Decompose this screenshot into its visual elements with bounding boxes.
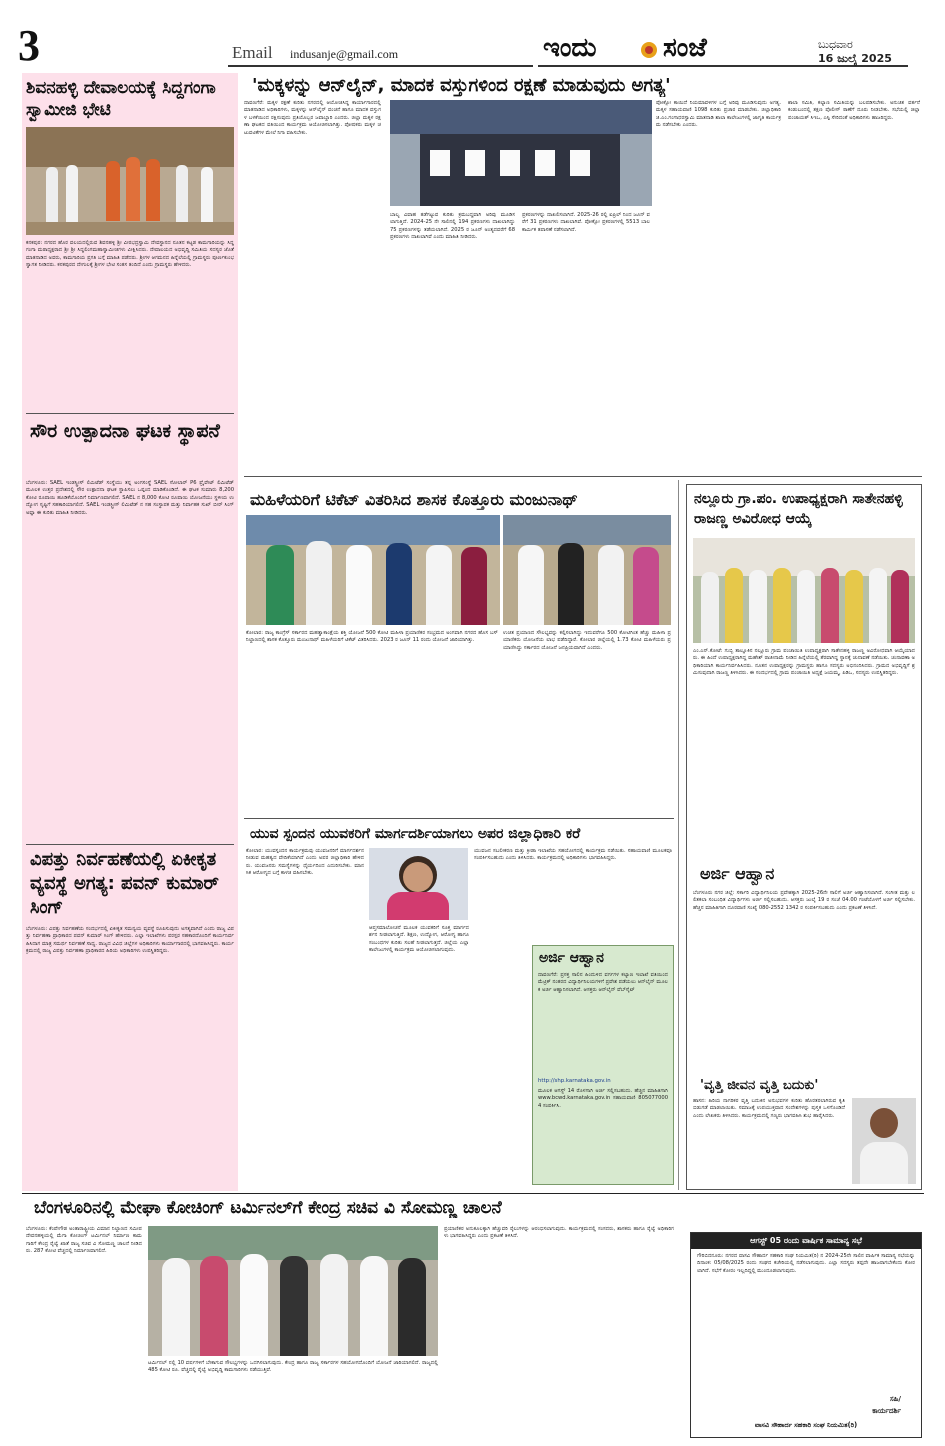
nallur-body: ಎಂ.ಎನ್.ಕೋಟೆ: ಗುಬ್ಬಿ ತಾಲ್ಲೂಕಿನ ನಲ್ಲೂರು ಗ್ರಾಮ ಪಂಚಾಯಿತಿ ಉಪಾಧ್ಯಕ್ಷರಾಗಿ ಸಾತೇನಹಳ್ಳಿ ರಾಜಣ್ಣ ಅವಿರೋಧವಾಗಿ ಆಯ್ಕೆಯಾದರು. ಈ ಹಿಂದೆ ಉಪಾಧ್ಯಕ್ಷರಾಗಿದ್ದ ಮಹೇಶ್ ರಾಜೀನಾಮೆ ನೀಡಿದ ಹಿನ್ನೆಲೆಯಲ್ಲಿ ತೆರವಾಗಿದ್ದ ಸ್ಥಾನಕ್ಕೆ ಚುನಾವಣೆ ನಡೆಯಿತು. ಚುನಾವಣಾ ಅಧಿಕಾರಿಯಾಗಿ ಕಾರ್ಯನಿರ್ವಹಿಸಿದರು. ನೂತನ ಉಪಾಧ್ಯಕ್ಷರನ್ನು ಗ್ರಾಮಸ್ಥರು ಹಾಗೂ ಸದಸ್ಯರು ಅಭಿನಂದಿಸಿದರು. ಗ್ರಾಮದ ಅಭಿವೃದ್ಧಿಗೆ ಶ್ರಮಿಸುವುದಾಗಿ ರಾಜಣ್ಣ ತಿಳಿಸಿದರು. ಈ ಸಂದರ್ಭದಲ್ಲಿ ಗ್ರಾಮ ಪಂಚಾಯಿತಿ ಅಧ್ಯಕ್ಷೆ ಜಯಮ್ಮ, ಪಿಡಿಒ, ಸದಸ್ಯರು ಉಪಸ್ಥಿತರಿದ್ದರು.: [693, 648, 915, 677]
tickets-distribution-photo: [503, 515, 671, 625]
nallur-felicitation-photo: [693, 538, 915, 643]
tickets-col1: ಕೋಲಾರ: ರಾಜ್ಯ ಕಾಂಗ್ರೆಸ್ ಸರ್ಕಾರದ ಮಹತ್ವಾಕಾಂಕ್ಷೆಯ ಶಕ್ತಿ ಯೋಜನೆ 500 ಕೋಟಿ ಮಹಿಳಾ ಪ್ರಯಾಣಿಕರ ಸಂಭ್ರಮದ ಅಂಗವಾಗಿ ನಗರದ ಹೊಸ ಬಸ್ ನಿಲ್ದಾಣದಲ್ಲಿ ಶಾಸಕ ಕೊತ್ತೂರು ಮಂಜುನಾಥ್ ಮಹಿಳೆಯರಿಗೆ ಟಿಕೆಟ್ ವಿತರಿಸಿದರು. 2023 ರ ಜೂನ್ 11 ರಂದು ಯೋಜನೆ ಜಾರಿಯಾಗಿತ್ತು.: [246, 630, 498, 644]
author-portrait-photo: [852, 1098, 916, 1184]
youth-col1: ಕೋಲಾರ: ಯುವಸ್ಪಂದನ ಕಾರ್ಯಕ್ರಮವು ಯುವಜನರಿಗೆ ಮಾರ್ಗದರ್ಶನ ನೀಡುವ ಮಹತ್ವದ ವೇದಿಕೆಯಾಗಿದೆ ಎಂದು ಅಪರ ಜಿಲ್ಲಾಧಿಕಾರಿ ಹೇಳಿದರು. ಯುವಜನರು ಸಮಸ್ಯೆಗಳನ್ನು ಧೈರ್ಯದಿಂದ ಎದುರಿಸಬೇಕು. ಮಾನಸಿಕ ಆರೋಗ್ಯದ ಬಗ್ಗೆ ಕಾಳಜಿ ವಹಿಸಬೇಕು.: [246, 848, 364, 877]
official-portrait-photo: [369, 848, 468, 920]
tickets-headline: ಮಹಿಳೆಯರಿಗೆ ಟಿಕೆಟ್ ವಿತರಿಸಿದ ಶಾಸಕ ಕೊತ್ತೂರು ಮಂಜುನಾಥ್: [250, 490, 578, 509]
dhanusha-notice-heading: ಅರ್ಜಿ ಆಹ್ವಾನ: [539, 950, 604, 966]
children-col4: ಪೋಕ್ಸೋ ಕಾಯಿದೆ ನಿಯಮಾವಳಿಗಳ ಬಗ್ಗೆ ಅರಿವು ಮೂಡಿಸುವುದು ಅಗತ್ಯ. ಮಕ್ಕಳ ಸಹಾಯವಾಣಿ 1098 ಕುರಿತು ಪ್ರಚಾರ ಮಾಡಬೇಕು. ಜಿಲ್ಲಾಧಿಕಾರಿ ಜಿ.ಎಂ.ಗಂಗಾಧರಸ್ವಾಮಿ ಮಾತನಾಡಿ ಶಾಲಾ ಕಾಲೇಜುಗಳಲ್ಲಿ ಜಾಗೃತಿ ಕಾರ್ಯಕ್ರಮ ನಡೆಸಬೇಕು ಎಂದರು.: [656, 100, 781, 129]
agm-notice-body: ಗೌರಿಬಿದನೂರು: ನಗರದ ವಾಸವಿ ಸೌಹಾರ್ದ ಸಹಕಾರಿ ಸಂಘ ನಿಯಮಿತ(ರಿ) ನ 2024-25ನೇ ಸಾಲಿನ ವಾರ್ಷಿಕ ಸಾಮಾನ್ಯ ಸಭೆಯನ್ನು ದಿನಾಂಕ: 05/08/2025 ರಂದು ಸಂಘದ ಕಚೇರಿಯಲ್ಲಿ ನಡೆಸಲಾಗುವುದು. ಎಲ್ಲಾ ಸದಸ್ಯರು ತಪ್ಪದೇ ಹಾಜರಾಗಬೇಕೆಂದು ಕೋರಲಾಗಿದೆ. ಸಭೆಗೆ ಕೋರಂ ಇಲ್ಲದಿದ್ದಲ್ಲಿ ಮುಂದೂಡಲಾಗುವುದು.: [697, 1253, 915, 1274]
shivanahalli-body: ಕನಕಪುರ: ನಗರದ ಹೊರ ವಲಯದಲ್ಲಿರುವ ಶಿವನಹಳ್ಳಿ ಶ್ರೀ ವೀರಭದ್ರಸ್ವಾಮಿ ದೇವಸ್ಥಾನದ ನೂತನ ಕಟ್ಟಡ ಕಾಮಗಾರಿಯನ್ನು ಸಿದ್ದಗಂಗಾ ಮಠಾಧ್ಯಕ್ಷರಾದ ಶ್ರೀ ಶ್ರೀ ಸಿದ್ದಲಿಂಗಮಹಾಸ್ವಾಮೀಜಿಗಳು ವೀಕ್ಷಿಸಿದರು. ದೇವಾಲಯದ ಅಭಿವೃದ್ಧಿ ಸಮಿತಿಯ ಸದಸ್ಯರ ಜೊತೆ ಮಾತನಾಡಿದ ಅವರು, ಕಾಮಗಾರಿಯ ಪ್ರಗತಿ ಬಗ್ಗೆ ಮಾಹಿತಿ ಪಡೆದರು. ಶ್ರೀಗಳ ಆಗಮನದ ಹಿನ್ನೆಲೆಯಲ್ಲಿ ಗ್ರಾಮಸ್ಥರು ಪೂರ್ಣಕುಂಭ ಸ್ವಾಗತ ನೀಡಿದರು. ಕನಕಪುರದ ದೇಗುಲಕ್ಕೆ ಶ್ರೀಗಳ ಭೇಟಿ ಸಂತಸ ತಂದಿದೆ ಎಂದು ಗ್ರಾಮಸ್ಥರು ಹೇಳಿದರು.: [26, 240, 234, 269]
arji-notice-body: ಬೆಂಗಳೂರು ನಗರ ಜಿಲ್ಲೆ: ಸರ್ಕಾರಿ ವಿದ್ಯಾರ್ಥಿನಿಲಯ ಪ್ರವೇಶಕ್ಕಾಗಿ 2025-26ನೇ ಸಾಲಿಗೆ ಅರ್ಜಿ ಆಹ್ವಾನಿಸಲಾಗಿದೆ. ಸಂಗೀತ ಮತ್ತು ಲಲಿತಕಲಾ ಸಂಬಂಧಿತ ವಿದ್ಯಾರ್ಥಿಗಳು ಅರ್ಜಿ ಸಲ್ಲಿಸಬಹುದು. ಆಸಕ್ತರು ಜುಲೈ 19 ರ ಸಂಜೆ 04.00 ಗಂಟೆಯೊಳಗೆ ಅರ್ಜಿ ಸಲ್ಲಿಸಬೇಕು. ಹೆಚ್ಚಿನ ಮಾಹಿತಿಗಾಗಿ ದೂರವಾಣಿ ಸಂಖ್ಯೆ 080-2552 1342 ರ ಸಂಪರ್ಕಿಸಬಹುದು ಎಂದು ಪ್ರಕಟಣೆ ತಿಳಿಸಿದೆ.: [693, 890, 915, 911]
metro-inauguration-photo: [148, 1226, 438, 1356]
agm-notice-org: ವಾಸವಿ ಸೌಹಾರ್ದ ಸಹಕಾರಿ ಸಂಘ ನಿಯಮಿತ(ರಿ): [754, 1421, 858, 1429]
dhanusha-notice-body: ದಾವಣಗೆರೆ: ಪ್ರಸಕ್ತ ಸಾಲಿನ ಹಿಂದುಳಿದ ವರ್ಗಗಳ ಕಲ್ಯಾಣ ಇಲಾಖೆ ವತಿಯಿಂದ ಮೆಟ್ರಿಕ್ ನಂತರದ ವಿದ್ಯಾರ್ಥಿನಿಲಯಗಳಿಗೆ ಪ್ರವೇಶ ಪಡೆಯಲು ಆನ್‌ಲೈನ್ ಮೂಲಕ ಅರ್ಜಿ ಆಹ್ವಾನಿಸಲಾಗಿದೆ. ಆಸಕ್ತರು ಆನ್‌ಲೈನ್ ವೆಬ್‌ಸೈಟ್: [538, 972, 668, 993]
arji-notice-heading: ಅರ್ಜಿ ಆಹ್ವಾನ: [700, 864, 775, 883]
paper-logo: [535, 33, 735, 67]
agm-notice-signatory: ಕಾರ್ಯದರ್ಶಿ: [872, 1407, 901, 1415]
masthead: [0, 0, 945, 70]
dhanusha-notice-link[interactable]: http://shp.karnataka.gov.in: [538, 1078, 611, 1084]
divider: [244, 818, 674, 819]
dhanusha-notice-body2: ಮೂಲಕ ಆಗಸ್ಟ್ 14 ರೊಳಗಾಗಿ ಅರ್ಜಿ ಸಲ್ಲಿಸಬಹುದು. ಹೆಚ್ಚಿನ ಮಾಹಿತಿಗಾಗಿ www.bcwd.karnataka.gov.in ಸಹಾಯವಾಣಿ 8050770004 ಸಂಪರ್ಕಿಸಿ.: [538, 1088, 668, 1109]
metro-col2: ಟರ್ಮಿನಲ್ ನಲ್ಲಿ 10 ವರ್ಷಗಳಿಗೆ ಬೇಕಾಗುವ ಸೌಲಭ್ಯಗಳನ್ನು ಒದಗಿಸಲಾಗುವುದು. ಕೇಂದ್ರ ಹಾಗೂ ರಾಜ್ಯ ಸರ್ಕಾರಗಳ ಸಹಯೋಗದೊಂದಿಗೆ ಯೋಜನೆ ಜಾರಿಯಾಗಲಿದೆ. ರಾಜ್ಯದಲ್ಲಿ 485 ಕೋಟಿ ರೂ. ವೆಚ್ಚದಲ್ಲಿ ರೈಲ್ವೆ ಅಭಿವೃದ್ಧಿ ಕಾಮಗಾರಿಗಳು ನಡೆಯುತ್ತಿವೆ.: [148, 1360, 438, 1374]
tickets-col2: ಉಚಿತ ಪ್ರಯಾಣದ ಸೌಲಭ್ಯವನ್ನು ಕಲ್ಪಿಸಲಾಗಿದ್ದು ಇದುವರೆಗೂ 500 ಕೋಟಿಗಿಂತ ಹೆಚ್ಚು ಮಹಿಳಾ ಪ್ರಯಾಣಿಕರು ಯೋಜನೆಯ ಲಾಭ ಪಡೆದಿದ್ದಾರೆ. ಕೋಲಾರ ಜಿಲ್ಲೆಯಲ್ಲಿ 1.73 ಕೋಟಿ ಮಹಿಳೆಯರು ಪ್ರಯಾಣಿಸಿದ್ದು ಸರ್ಕಾರದ ಯೋಜನೆ ಜನಪ್ರಿಯವಾಗಿದೆ ಎಂದರು.: [503, 630, 671, 651]
children-headline: 'ಮಕ್ಕಳನ್ನು ಆನ್‌ಲೈನ್, ಮಾದಕ ವಸ್ತುಗಳಿಂದ ರಕ್ಷಣೆ ಮಾಡುವುದು ಅಗತ್ಯ': [252, 75, 671, 96]
vritti-headline: 'ವೃತ್ತಿ ಜೀವನ ವೃತ್ತಿ ಬದುಕು': [700, 1078, 819, 1093]
email-address[interactable]: indusanje@gmail.com: [290, 47, 399, 61]
divider: [26, 844, 234, 845]
agm-notice-signature: ಸಹಿ/: [889, 1395, 901, 1403]
divider: [26, 413, 234, 414]
swamiji-visit-photo: [26, 127, 234, 235]
vritti-body: ಹಾಸನ: ಹಿರಿಯ ನಾಗರಿಕರ ವೃತ್ತಿ ಬದುಕಿನ ಅನುಭವಗಳ ಕುರಿತು ಹೊರತರಲಾಗಿರುವ ಕೃತಿ ಬಿಡುಗಡೆ ಮಾಡಲಾಯಿತು. ಸಮಾಜಕ್ಕೆ ಉಪಯುಕ್ತವಾದ ಸಂದೇಶಗಳನ್ನು ಪುಸ್ತಕ ಒಳಗೊಂಡಿದೆ ಎಂದು ಲೇಖಕರು ತಿಳಿಸಿದರು. ಕಾರ್ಯಕ್ರಮದಲ್ಲಿ ಗಣ್ಯರು ಭಾಗವಹಿಸಿ ಶುಭ ಹಾರೈಸಿದರು.: [693, 1098, 845, 1119]
solar-headline: ಸೌರ ಉತ್ಪಾದನಾ ಘಟಕ ಸ್ಥಾಪನೆ: [30, 420, 220, 442]
disaster-headline: ವಿಪತ್ತು ನಿರ್ವಹಣೆಯಲ್ಲಿ ಏಕೀಕೃತ ವ್ಯವಸ್ಥೆ ಅಗತ್ಯ: ಪವನ್ ಕುಮಾರ್ ಸಿಂಗ್: [30, 849, 219, 918]
nallur-headline: ನಲ್ಲೂರು ಗ್ರಾ.ಪಂ. ಉಪಾಧ್ಯಕ್ಷರಾಗಿ ಸಾತೇನಹಳ್ಳಿ ರಾಜಣ್ಣ ಅವಿರೋಧ ಆಯ್ಕೆ: [694, 491, 903, 527]
masthead-underline: [228, 65, 533, 67]
children-col2: ಬಾಲ್ಯ ವಿವಾಹ ತಡೆಗಟ್ಟುವ ಕುರಿತು ಕ್ರಮಬದ್ಧವಾಗಿ ಅರಿವು ಮೂಡಿಸಲಾಗುತ್ತಿದೆ. 2024-25 ನೇ ಸಾಲಿನಲ್ಲಿ 194 ಪ್ರಕರಣಗಳು ದಾಖಲಾಗಿದ್ದು 75 ಪ್ರಕರಣಗಳನ್ನು ತಡೆಯಲಾಗಿದೆ. 2025 ರ ಜೂನ್ ಅಂತ್ಯದವರೆಗೆ 68 ಪ್ರಕರಣಗಳು ದಾಖಲಾಗಿವೆ ಎಂದು ಮಾಹಿತಿ ನೀಡಿದರು.: [390, 212, 515, 241]
disaster-body: ಬೆಂಗಳೂರು: ವಿಪತ್ತು ನಿರ್ವಹಣೆಯ ಸಂದರ್ಭದಲ್ಲಿ ಏಕೀಕೃತ ಸಮನ್ವಯ ವ್ಯವಸ್ಥೆ ರೂಪಿಸುವುದು ಅಗತ್ಯವಾಗಿದೆ ಎಂದು ರಾಜ್ಯ ವಿಪತ್ತು ನಿರ್ವಹಣಾ ಪ್ರಾಧಿಕಾರದ ಪವನ್ ಕುಮಾರ್ ಸಿಂಗ್ ಹೇಳಿದರು. ಎಲ್ಲಾ ಇಲಾಖೆಗಳು ಪರಸ್ಪರ ಸಹಕಾರದೊಂದಿಗೆ ಕಾರ್ಯನಿರ್ವಹಿಸಿದಾಗ ಮಾತ್ರ ಸಮರ್ಥ ನಿರ್ವಹಣೆ ಸಾಧ್ಯ. ರಾಜ್ಯದ ವಿವಿಧ ಜಿಲ್ಲೆಗಳ ಅಧಿಕಾರಿಗಳು ಕಾರ್ಯಾಗಾರದಲ್ಲಿ ಭಾಗವಹಿಸಿದ್ದರು. ಕಾರ್ಯಕ್ರಮದಲ್ಲಿ ರಾಜ್ಯ ವಿಪತ್ತು ನಿರ್ವಹಣಾ ಪ್ರಾಧಿಕಾರದ ಹಿರಿಯ ಅಧಿಕಾರಿಗಳು ಉಪಸ್ಥಿತರಿದ್ದರು.: [26, 926, 234, 955]
metro-col1: ಬೆಂಗಳೂರು: ಕೆಂಪೇಗೌಡ ಅಂತಾರಾಷ್ಟ್ರೀಯ ವಿಮಾನ ನಿಲ್ದಾಣದ ಸಮೀಪ ದೇವನಹಳ್ಳಿಯಲ್ಲಿ ಮೆಗಾ ಕೋಚಿಂಗ್ ಟರ್ಮಿನಲ್ ನಿರ್ಮಾಣ ಕಾಮಗಾರಿಗೆ ಕೇಂದ್ರ ರೈಲ್ವೆ ಖಾತೆ ರಾಜ್ಯ ಸಚಿವ ವಿ ಸೋಮಣ್ಣ ಚಾಲನೆ ನೀಡಿದರು. 287 ಕೋಟಿ ವೆಚ್ಚದಲ್ಲಿ ನಿರ್ಮಾಣವಾಗಲಿದೆ.: [26, 1226, 142, 1255]
agm-notice-heading: ಆಗಸ್ಟ್ 05 ರಂದು ವಾರ್ಷಿಕ ಸಾಮಾನ್ಯ ಸಭೆ: [691, 1233, 921, 1249]
tickets-event-photo: [246, 515, 500, 625]
email-label: Email: [232, 43, 273, 62]
solar-body: ಬೆಂಗಳೂರು: SAEL ಇಂಡಸ್ಟ್ರೀಸ್ ಲಿಮಿಟೆಡ್ ಸಂಸ್ಥೆಯು ತನ್ನ ಅಂಗಸಂಸ್ಥೆ SAEL ಸೋಲಾರ್ P6 ಪ್ರೈವೇಟ್ ಲಿಮಿಟೆಡ್ ಮೂಲಕ ಉತ್ತರ ಪ್ರದೇಶದಲ್ಲಿ ಸೌರ ಉತ್ಪಾದನಾ ಘಟಕ ಸ್ಥಾಪಿಸಲು ಒಪ್ಪಂದ ಮಾಡಿಕೊಂಡಿದೆ. ಈ ಘಟಕ ಸುಮಾರು 8,200 ಕೋಟಿ ರೂಪಾಯಿ ಹೂಡಿಕೆಯೊಂದಿಗೆ ನಿರ್ಮಾಣವಾಗಲಿದೆ. SAEL ನ 8,000 ಕೋಟಿ ರೂಪಾಯಿ ಯೋಜನೆಯು ಸ್ಥಳೀಯ ಉದ್ಯೋಗ ಸೃಷ್ಟಿಗೆ ಸಹಕಾರಿಯಾಗಲಿದೆ. SAEL ಇಂಡಸ್ಟ್ರೀಸ್ ಲಿಮಿಟೆಡ್ ನ ಸಹ ಸಂಸ್ಥಾಪಕ ಮತ್ತು ನಿರ್ವಾಹಕ ಸುಖ್ ಬೀರ್ ಸಿಂಗ್ ಅವ್ಲಾ ಈ ಕುರಿತು ಮಾಹಿತಿ ನೀಡಿದರು.: [26, 480, 234, 516]
shivanahalli-headline: ಶಿವನಹಳ್ಳಿ ದೇವಾಲಯಕ್ಕೆ ಸಿದ್ದಗಂಗಾ ಸ್ವಾಮೀಜಿ ಭೇಟಿ: [26, 78, 216, 120]
children-col3: ಪ್ರಕರಣಗಳನ್ನು ದಾಖಲಿಸಲಾಗಿದೆ. 2025-26 ರಲ್ಲಿ ಏಪ್ರಿಲ್ ನಿಂದ ಜೂನ್ ವರೆಗೆ 31 ಪ್ರಕರಣಗಳು ದಾಖಲಾಗಿವೆ. ಪೋಕ್ಸೋ ಪ್ರಕರಣಗಳಲ್ಲಿ 5513 ಬಾಲ ಕಾರ್ಮಿಕ ತಪಾಸಣೆ ನಡೆಸಲಾಗಿದೆ.: [522, 212, 650, 233]
children-col1: ದಾವಣಗೆರೆ: ಮಕ್ಕಳ ರಕ್ಷಣೆ ಕುರಿತು ನಗರದಲ್ಲಿ ಆಯೋಜಿಸಿದ್ದ ಕಾರ್ಯಾಗಾರದಲ್ಲಿ ಮಾತನಾಡಿದ ಅಧಿಕಾರಿಗಳು, ಮಕ್ಕಳನ್ನು ಆನ್‌ಲೈನ್ ವಂಚನೆ ಹಾಗೂ ಮಾದಕ ವಸ್ತುಗಳ ಬಳಕೆಯಿಂದ ರಕ್ಷಿಸುವುದು ಪ್ರತಿಯೊಬ್ಬರ ಜವಾಬ್ದಾರಿ ಎಂದರು. ಜಿಲ್ಲಾ ಮಕ್ಕಳ ರಕ್ಷಣಾ ಘಟಕದ ವತಿಯಿಂದ ಕಾರ್ಯಕ್ರಮ ಆಯೋಜಿಸಲಾಗಿತ್ತು. ಪೋಷಕರು ಮಕ್ಕಳ ಚಟುವಟಿಕೆಗಳ ಮೇಲೆ ನಿಗಾ ವಹಿಸಬೇಕು.: [244, 100, 381, 136]
divider: [22, 1193, 924, 1194]
metro-col3: ಪ್ರಯಾಣಿಕರ ಅನುಕೂಲಕ್ಕಾಗಿ ಹೆಚ್ಚುವರಿ ರೈಲುಗಳನ್ನು ಆರಂಭಿಸಲಾಗುವುದು. ಕಾರ್ಯಕ್ರಮದಲ್ಲಿ ಸಂಸದರು, ಶಾಸಕರು ಹಾಗೂ ರೈಲ್ವೆ ಅಧಿಕಾರಿಗಳು ಭಾಗವಹಿಸಿದ್ದರು ಎಂದು ಪ್ರಕಟಣೆ ತಿಳಿಸಿದೆ.: [444, 1226, 674, 1240]
paper-name-right: ಸಂಜೆ: [663, 33, 707, 63]
dhanusha-notice: [532, 945, 674, 1185]
paper-name-left: ಇಂದು: [543, 33, 597, 63]
issue-date: 16 ಜುಲೈ 2025: [818, 52, 892, 65]
children-workshop-photo: [390, 100, 652, 206]
youth-col3: ಯುವಜನ ಸಬಲೀಕರಣ ಮತ್ತು ಕ್ರೀಡಾ ಇಲಾಖೆಯ ಸಹಯೋಗದಲ್ಲಿ ಕಾರ್ಯಕ್ರಮ ನಡೆಯಿತು. ಸಹಾಯವಾಣಿ ಮೂಲಕವೂ ಸಂಪರ್ಕಿಸಬಹುದು ಎಂದು ತಿಳಿಸಿದರು. ಕಾರ್ಯಕ್ರಮದಲ್ಲಿ ಅಧಿಕಾರಿಗಳು ಭಾಗವಹಿಸಿದ್ದರು.: [474, 848, 672, 862]
agm-notice: [690, 1232, 922, 1438]
youth-headline: ಯುವ ಸ್ಪಂದನ ಯುವಕರಿಗೆ ಮಾರ್ಗದರ್ಶಿಯಾಗಲು ಅಪರ ಜಿಲ್ಲಾಧಿಕಾರಿ ಕರೆ: [250, 826, 581, 842]
children-col5: ಶಾಲಾ ಸಮಿತಿ, ಕಲ್ಯಾಣ ಸಮಿತಿಯನ್ನು ಬಲಪಡಿಸಬೇಕು. ಅನುಚಿತ ವರ್ತನೆ ಕಂಡುಬಂದಲ್ಲಿ ತಕ್ಷಣ ಪೊಲೀಸ್ ಠಾಣೆಗೆ ದೂರು ನೀಡಬೇಕು. ಸಭೆಯಲ್ಲಿ ಜಿಲ್ಲಾ ಪಂಚಾಯತ್ ಸಿಇಒ, ಎಸ್ಪಿ ಸೇರಿದಂತೆ ಅಧಿಕಾರಿಗಳು ಹಾಜರಿದ್ದರು.: [788, 100, 920, 121]
page-number: 3: [18, 21, 40, 70]
metro-headline: ಬೆಂಗಳೂರಿನಲ್ಲಿ ಮೇಘಾ ಕೋಚಿಂಗ್ ಟರ್ಮಿನಲ್‌ಗೆ ಕೇಂದ್ರ ಸಚಿವ ವಿ ಸೋಮಣ್ಣ ಚಾಲನೆ: [34, 1198, 502, 1218]
divider: [244, 476, 922, 477]
weekday: ಬುಧವಾರ: [818, 38, 853, 51]
logo-emblem-icon: [638, 40, 660, 60]
youth-col2: ಆಪ್ತಸಮಾಲೋಚನೆ ಮೂಲಕ ಯುವಕರಿಗೆ ಸೂಕ್ತ ಮಾರ್ಗದರ್ಶನ ನೀಡಲಾಗುತ್ತಿದೆ. ಶಿಕ್ಷಣ, ಉದ್ಯೋಗ, ಆರೋಗ್ಯ ಹಾಗೂ ಸಂಬಂಧಗಳ ಕುರಿತು ಸಲಹೆ ನೀಡಲಾಗುತ್ತದೆ. ಜಿಲ್ಲೆಯ ಎಲ್ಲಾ ಕಾಲೇಜುಗಳಲ್ಲಿ ಕಾರ್ಯಕ್ರಮ ಆಯೋಜಿಸಲಾಗುವುದು.: [369, 925, 469, 954]
